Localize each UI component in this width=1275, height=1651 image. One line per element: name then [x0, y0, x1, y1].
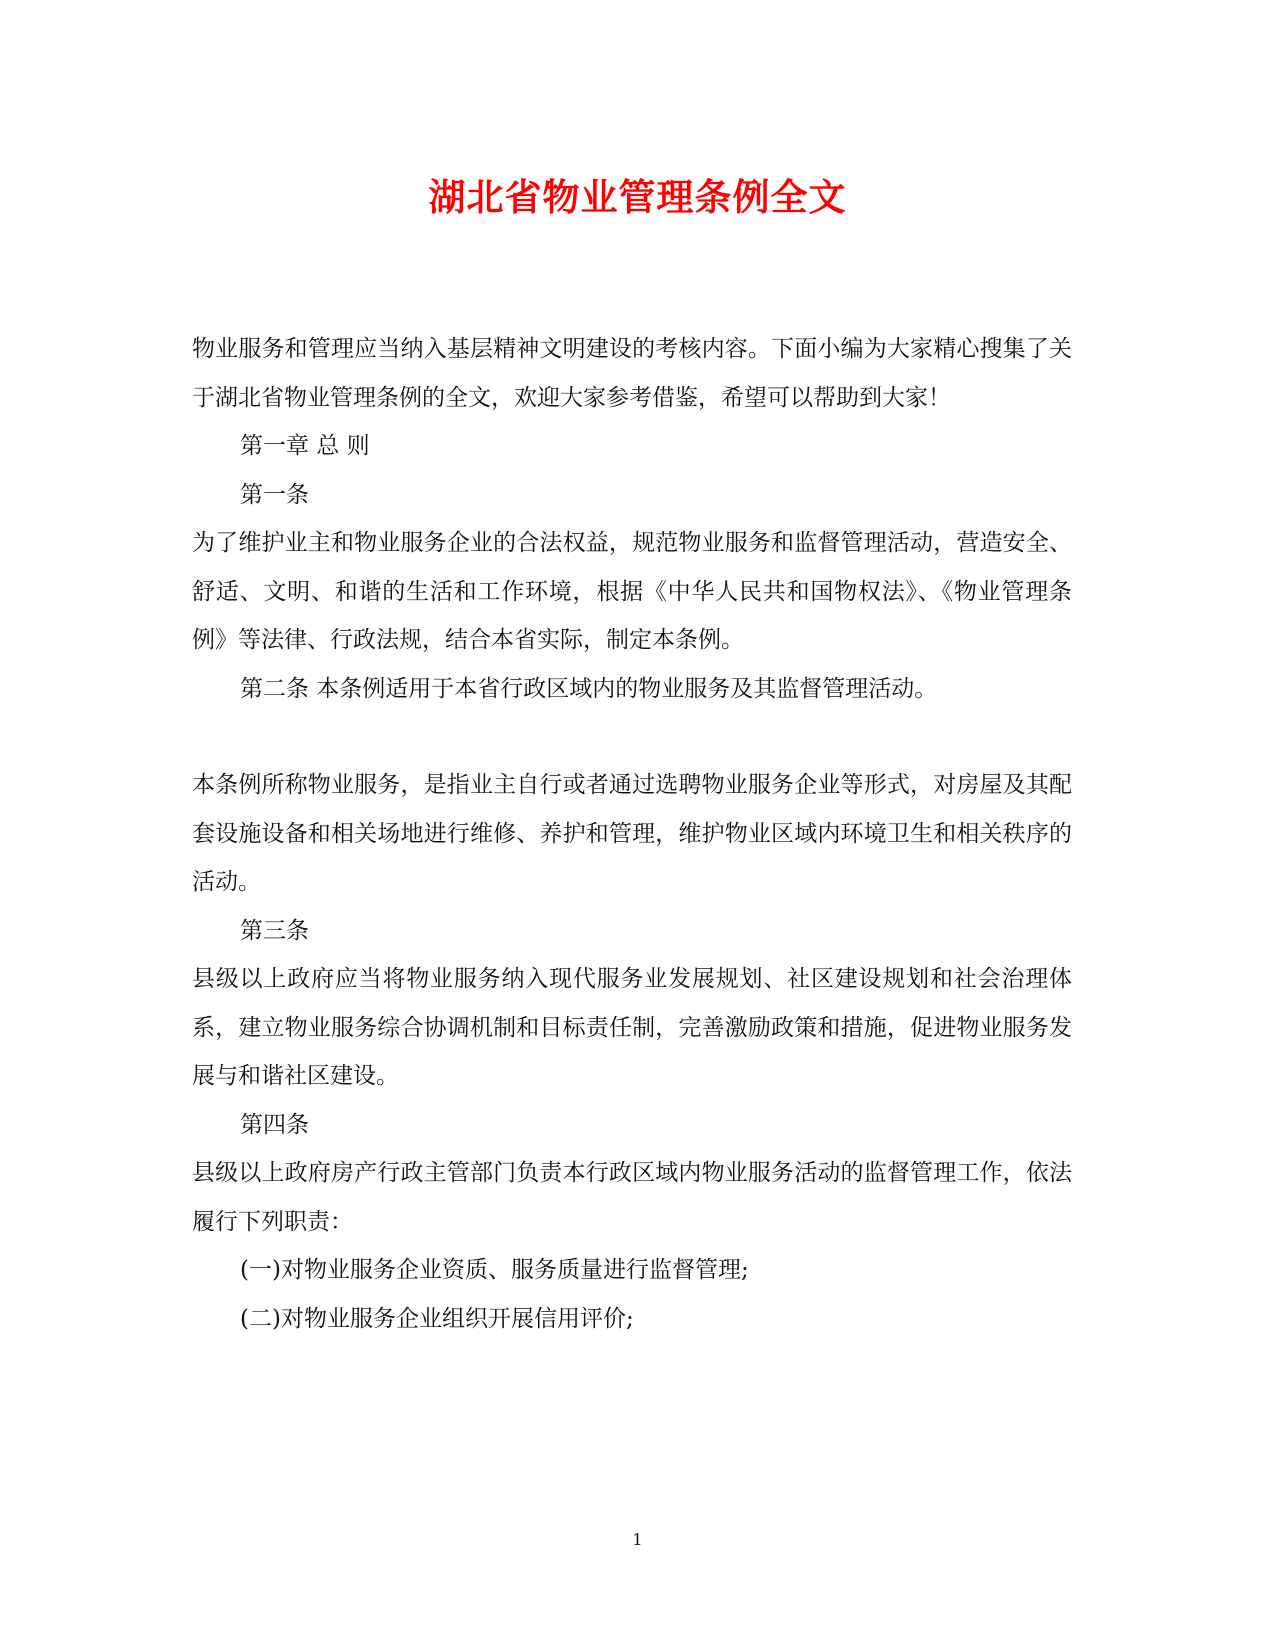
document-title: 湖北省物业管理条例全文	[428, 175, 847, 219]
article-1-text: 为了维护业主和物业服务企业的合法权益，规范物业服务和监督管理活动，营造安全、舒适、文明、和谐的生活和工作环境，根据《中华人民共和国物权法》、《物业管理条例》等法律、行政法规，结合本省实际，制定本条例。	[192, 530, 1072, 653]
page-number: 1	[632, 1530, 643, 1549]
intro-paragraph: 物业服务和管理应当纳入基层精神文明建设的考核内容。下面小编为大家精心搜集了关于湖北省物业管理条例的全文，欢迎大家参考借鉴，希望可以帮助到大家！	[192, 336, 1072, 411]
article-2-text: 第二条 本条例适用于本省行政区域内的物业服务及其监督管理活动。	[240, 675, 938, 702]
article-3-heading: 第三条	[240, 917, 309, 944]
chapter-heading: 第一章 总 则	[240, 433, 370, 459]
article-4-item-2: (二)对物业服务企业组织开展信用评价;	[240, 1305, 634, 1332]
article-4-heading: 第四条	[240, 1111, 309, 1138]
article-2-definition: 本条例所称物业服务，是指业主自行或者通过选聘物业服务企业等形式，对房屋及其配套设施设备和相关场地进行维修、养护和管理，维护物业区域内环境卫生和相关秩序的活动。	[192, 772, 1072, 895]
document-body	[192, 325, 1072, 1343]
article-3-text: 县级以上政府应当将物业服务纳入现代服务业发展规划、社区建设规划和社会治理体系，建立物业服务综合协调机制和目标责任制，完善激励政策和措施，促进物业服务发展与和谐社区建设。	[192, 966, 1072, 1089]
paragraph-gap	[192, 713, 1072, 761]
article-1-heading: 第一条	[240, 481, 309, 508]
article-4-item-1: (一)对物业服务企业资质、服务质量进行监督管理;	[240, 1257, 749, 1283]
article-4-text: 县级以上政府房产行政主管部门负责本行政区域内物业服务活动的监督管理工作，依法履行下列职责：	[192, 1160, 1072, 1235]
